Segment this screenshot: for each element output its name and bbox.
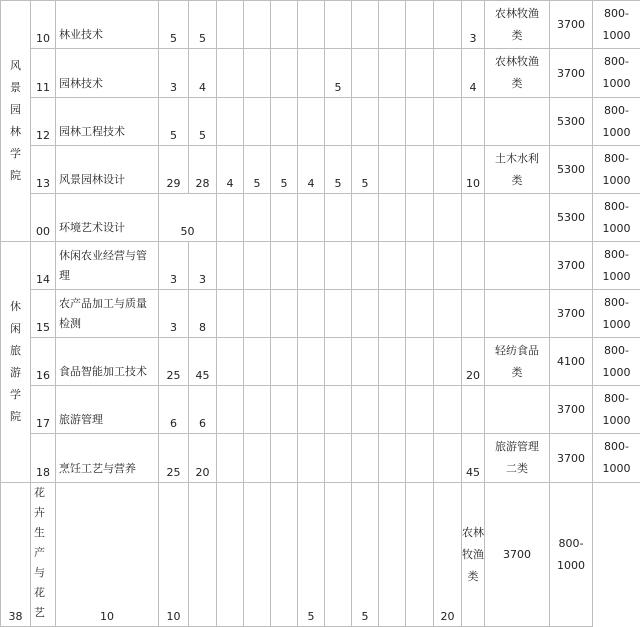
plan-count-cell — [325, 242, 352, 290]
plan-count-last: 20 — [462, 338, 485, 386]
major-name: 烹饪工艺与营养 — [56, 434, 159, 483]
plan-count-1: 3 — [159, 290, 189, 338]
college-name-char: 院 — [1, 165, 30, 187]
plan-count-last — [462, 290, 485, 338]
plan-count-cell — [406, 434, 434, 483]
major-name: 园林技术 — [56, 49, 159, 98]
exam-category-line: 二类 — [485, 458, 549, 480]
accommodation-range-line: 1000 — [593, 218, 640, 240]
plan-count-cell — [325, 194, 352, 242]
plan-count-cell: 5 — [325, 49, 352, 98]
plan-count-cell — [271, 434, 298, 483]
exam-category — [485, 146, 550, 194]
plan-count-1: 25 — [159, 338, 189, 386]
plan-count-cell: 5 — [244, 146, 271, 194]
plan-count-cell — [271, 194, 298, 242]
major-code: 16 — [31, 338, 56, 386]
exam-category-line: 农林牧渔 — [485, 51, 549, 73]
major-name: 环境艺术设计 — [56, 194, 159, 242]
plan-count-last — [462, 242, 485, 290]
plan-count-cell — [434, 194, 462, 242]
accommodation-range-line: 800- — [593, 292, 640, 314]
plan-count-1: 5 — [159, 1, 189, 49]
plan-count-cell — [379, 290, 406, 338]
tuition-fee: 3700 — [550, 49, 593, 98]
accommodation-range — [593, 434, 640, 483]
plan-count-last: 4 — [462, 49, 485, 98]
college-name-char: 园 — [1, 99, 30, 121]
tuition-fee: 3700 — [550, 290, 593, 338]
plan-count-cell — [271, 386, 298, 434]
table-row — [1, 1, 640, 49]
plan-count-cell — [217, 194, 244, 242]
accommodation-range-line: 1000 — [593, 73, 640, 95]
plan-count-cell — [271, 98, 298, 146]
plan-count-cell — [271, 49, 298, 98]
accommodation-range-line: 1000 — [593, 122, 640, 144]
plan-count-cell — [379, 98, 406, 146]
table-row — [1, 242, 640, 290]
plan-count-cell — [217, 1, 244, 49]
exam-category — [485, 98, 550, 146]
plan-count-cell — [298, 98, 325, 146]
tuition-fee: 5300 — [550, 146, 593, 194]
accommodation-range-line: 800- — [593, 148, 640, 170]
plan-count-last: 45 — [462, 434, 485, 483]
exam-category — [485, 194, 550, 242]
plan-count-cell — [271, 290, 298, 338]
plan-count-cell — [217, 386, 244, 434]
plan-count-2: 20 — [189, 434, 217, 483]
plan-count-cell — [434, 434, 462, 483]
major-code: 15 — [31, 290, 56, 338]
plan-count-cell — [298, 194, 325, 242]
accommodation-range — [550, 483, 593, 627]
plan-count-1: 29 — [159, 146, 189, 194]
tuition-fee: 3700 — [550, 242, 593, 290]
plan-count-cell — [325, 1, 352, 49]
exam-category — [485, 242, 550, 290]
plan-count-cell — [352, 242, 379, 290]
plan-count-cell — [379, 146, 406, 194]
plan-count-cell — [379, 242, 406, 290]
plan-count-cell — [434, 338, 462, 386]
plan-count-cell — [189, 483, 217, 627]
college-name-char: 学 — [1, 143, 30, 165]
plan-count-cell — [352, 98, 379, 146]
college-name-char: 林 — [1, 121, 30, 143]
accommodation-range-line: 1000 — [593, 314, 640, 336]
college-name-char: 景 — [1, 77, 30, 99]
plan-count-2: 8 — [189, 290, 217, 338]
plan-count-cell — [244, 194, 271, 242]
exam-category — [485, 1, 550, 49]
college-name-char: 风 — [1, 55, 30, 77]
accommodation-range-line: 1000 — [550, 555, 592, 577]
plan-count-cell — [271, 483, 298, 627]
plan-count-cell — [379, 483, 406, 627]
accommodation-range-line: 800- — [593, 388, 640, 410]
plan-count-cell — [244, 98, 271, 146]
table-row — [1, 98, 640, 146]
plan-count-cell — [325, 290, 352, 338]
tuition-fee: 4100 — [550, 338, 593, 386]
accommodation-range-line: 800- — [593, 436, 640, 458]
plan-count-2: 28 — [189, 146, 217, 194]
plan-count-cell — [352, 49, 379, 98]
plan-count-1: 10 — [56, 483, 159, 627]
plan-count-cell — [352, 290, 379, 338]
plan-count-cell — [244, 49, 271, 98]
plan-count-2: 3 — [189, 242, 217, 290]
exam-category — [485, 386, 550, 434]
college-name-char: 学 — [1, 384, 30, 406]
college-name-char: 休 — [1, 296, 30, 318]
plan-count-cell — [379, 194, 406, 242]
plan-count-cell — [217, 434, 244, 483]
plan-count-last — [462, 194, 485, 242]
college-name-char: 院 — [1, 406, 30, 428]
plan-count-2: 45 — [189, 338, 217, 386]
plan-count-cell — [406, 290, 434, 338]
accommodation-range — [593, 194, 640, 242]
accommodation-range — [593, 290, 640, 338]
table-row — [1, 49, 640, 98]
plan-count-cell — [352, 386, 379, 434]
plan-count-cell: 4 — [217, 146, 244, 194]
exam-category — [485, 434, 550, 483]
major-code: 00 — [31, 194, 56, 242]
plan-count-1: 3 — [159, 242, 189, 290]
exam-category — [485, 290, 550, 338]
exam-category-line: 类 — [462, 566, 484, 588]
major-code: 18 — [31, 434, 56, 483]
plan-count-cell — [217, 98, 244, 146]
exam-category-line: 农林牧渔 — [485, 3, 549, 25]
college-name-cell — [1, 242, 31, 483]
major-code: 12 — [31, 98, 56, 146]
plan-count-cell — [298, 338, 325, 386]
table-row — [1, 483, 640, 627]
plan-count-cell — [434, 146, 462, 194]
plan-count-cell — [298, 434, 325, 483]
accommodation-range-line: 800- — [593, 51, 640, 73]
plan-count-last: 20 — [434, 483, 462, 627]
major-code: 13 — [31, 146, 56, 194]
major-code: 17 — [31, 386, 56, 434]
college-name-char: 游 — [1, 362, 30, 384]
plan-count-cell — [406, 1, 434, 49]
exam-category-line: 旅游管理 — [485, 436, 549, 458]
accommodation-range — [593, 242, 640, 290]
major-code: 10 — [31, 1, 56, 49]
plan-count-cell — [271, 242, 298, 290]
table-row — [1, 194, 640, 242]
major-name: 风景园林设计 — [56, 146, 159, 194]
major-name: 林业技术 — [56, 1, 159, 49]
major-code: 11 — [31, 49, 56, 98]
accommodation-range-line: 800- — [550, 533, 592, 555]
plan-count-cell — [434, 98, 462, 146]
major-name: 农产品加工与质量检测 — [56, 290, 159, 338]
plan-count-cell — [325, 338, 352, 386]
plan-count-cell — [434, 386, 462, 434]
major-name: 食品智能加工技术 — [56, 338, 159, 386]
major-name: 花卉生产与花艺 — [31, 483, 56, 627]
major-name: 休闲农业经营与管理 — [56, 242, 159, 290]
tuition-fee: 3700 — [485, 483, 550, 627]
plan-count-cell — [379, 49, 406, 98]
exam-category-line: 农林牧渔 — [462, 522, 484, 566]
table-row — [1, 434, 640, 483]
table-row — [1, 290, 640, 338]
plan-count-cell — [217, 290, 244, 338]
plan-count-last — [462, 98, 485, 146]
plan-count-cell: 5 — [298, 483, 325, 627]
plan-count-cell — [406, 194, 434, 242]
accommodation-range-line: 800- — [593, 196, 640, 218]
plan-count-2: 4 — [189, 49, 217, 98]
exam-category-line: 轻纺食品 — [485, 340, 549, 362]
accommodation-range — [593, 146, 640, 194]
exam-category-line: 类 — [485, 362, 549, 384]
plan-count-1: 5 — [159, 98, 189, 146]
plan-count-2: 5 — [189, 1, 217, 49]
exam-category — [485, 49, 550, 98]
plan-count-cell — [352, 194, 379, 242]
accommodation-range — [593, 386, 640, 434]
plan-count-cell — [217, 49, 244, 98]
major-code: 14 — [31, 242, 56, 290]
plan-count-cell — [271, 338, 298, 386]
plan-count-cell — [379, 1, 406, 49]
exam-category-line: 类 — [485, 25, 549, 47]
accommodation-range — [593, 49, 640, 98]
plan-count-2: 5 — [189, 98, 217, 146]
plan-count-last: 10 — [462, 146, 485, 194]
exam-category-line: 类 — [485, 170, 549, 192]
accommodation-range-line: 800- — [593, 340, 640, 362]
college-name-char: 旅 — [1, 340, 30, 362]
accommodation-range — [593, 1, 640, 49]
plan-count-1: 3 — [159, 49, 189, 98]
exam-category-line: 类 — [485, 73, 549, 95]
plan-count-cell — [406, 483, 434, 627]
plan-count-cell — [406, 49, 434, 98]
plan-count-cell — [434, 49, 462, 98]
tuition-fee: 3700 — [550, 1, 593, 49]
major-code: 38 — [1, 483, 31, 627]
accommodation-range-line: 1000 — [593, 25, 640, 47]
exam-category-line: 土木水利 — [485, 148, 549, 170]
plan-count-cell — [379, 338, 406, 386]
plan-count-2: 6 — [189, 386, 217, 434]
tuition-fee: 5300 — [550, 98, 593, 146]
plan-count-2: 10 — [159, 483, 189, 627]
exam-category — [485, 338, 550, 386]
plan-count-cell — [325, 434, 352, 483]
accommodation-range-line: 1000 — [593, 458, 640, 480]
plan-count-last — [462, 386, 485, 434]
plan-count-cell — [325, 483, 352, 627]
plan-count-cell — [434, 290, 462, 338]
plan-count-cell — [379, 434, 406, 483]
major-name: 旅游管理 — [56, 386, 159, 434]
plan-count-cell — [217, 338, 244, 386]
plan-count-cell — [406, 146, 434, 194]
plan-count-cell — [298, 386, 325, 434]
table-row — [1, 338, 640, 386]
plan-count-cell — [244, 290, 271, 338]
plan-count-cell — [298, 1, 325, 49]
exam-category — [462, 483, 485, 627]
plan-total-merged: 50 — [159, 194, 217, 242]
table-row — [1, 146, 640, 194]
plan-count-cell — [406, 386, 434, 434]
plan-count-cell — [244, 434, 271, 483]
plan-count-cell — [434, 242, 462, 290]
accommodation-range-line: 800- — [593, 244, 640, 266]
plan-count-cell — [244, 338, 271, 386]
plan-count-cell — [434, 1, 462, 49]
plan-count-cell — [244, 242, 271, 290]
plan-count-cell: 4 — [298, 146, 325, 194]
plan-count-cell — [352, 338, 379, 386]
plan-count-1: 6 — [159, 386, 189, 434]
plan-count-cell — [406, 98, 434, 146]
major-name: 园林工程技术 — [56, 98, 159, 146]
tuition-fee: 3700 — [550, 434, 593, 483]
accommodation-range-line: 1000 — [593, 170, 640, 192]
plan-count-1: 25 — [159, 434, 189, 483]
plan-count-cell: 5 — [352, 483, 379, 627]
plan-count-last: 3 — [462, 1, 485, 49]
plan-count-cell — [406, 242, 434, 290]
plan-count-cell — [352, 1, 379, 49]
college-name-cell — [1, 1, 31, 242]
accommodation-range-line: 800- — [593, 3, 640, 25]
accommodation-range — [593, 98, 640, 146]
plan-count-cell — [217, 483, 244, 627]
plan-count-cell — [406, 338, 434, 386]
tuition-fee: 5300 — [550, 194, 593, 242]
tuition-fee: 3700 — [550, 386, 593, 434]
plan-count-cell — [325, 98, 352, 146]
plan-count-cell — [352, 434, 379, 483]
college-name-char: 闲 — [1, 318, 30, 340]
plan-count-cell — [325, 386, 352, 434]
accommodation-range — [593, 338, 640, 386]
plan-count-cell: 5 — [352, 146, 379, 194]
plan-count-cell — [379, 386, 406, 434]
plan-count-cell — [298, 290, 325, 338]
plan-count-cell — [298, 242, 325, 290]
plan-count-cell — [298, 49, 325, 98]
plan-count-cell — [244, 1, 271, 49]
plan-count-cell — [217, 242, 244, 290]
accommodation-range-line: 800- — [593, 100, 640, 122]
plan-count-cell — [271, 1, 298, 49]
accommodation-range-line: 1000 — [593, 410, 640, 432]
plan-count-cell: 5 — [271, 146, 298, 194]
accommodation-range-line: 1000 — [593, 266, 640, 288]
plan-count-cell — [244, 386, 271, 434]
plan-count-cell: 5 — [325, 146, 352, 194]
table-row — [1, 386, 640, 434]
plan-count-cell — [244, 483, 271, 627]
accommodation-range-line: 1000 — [593, 362, 640, 384]
